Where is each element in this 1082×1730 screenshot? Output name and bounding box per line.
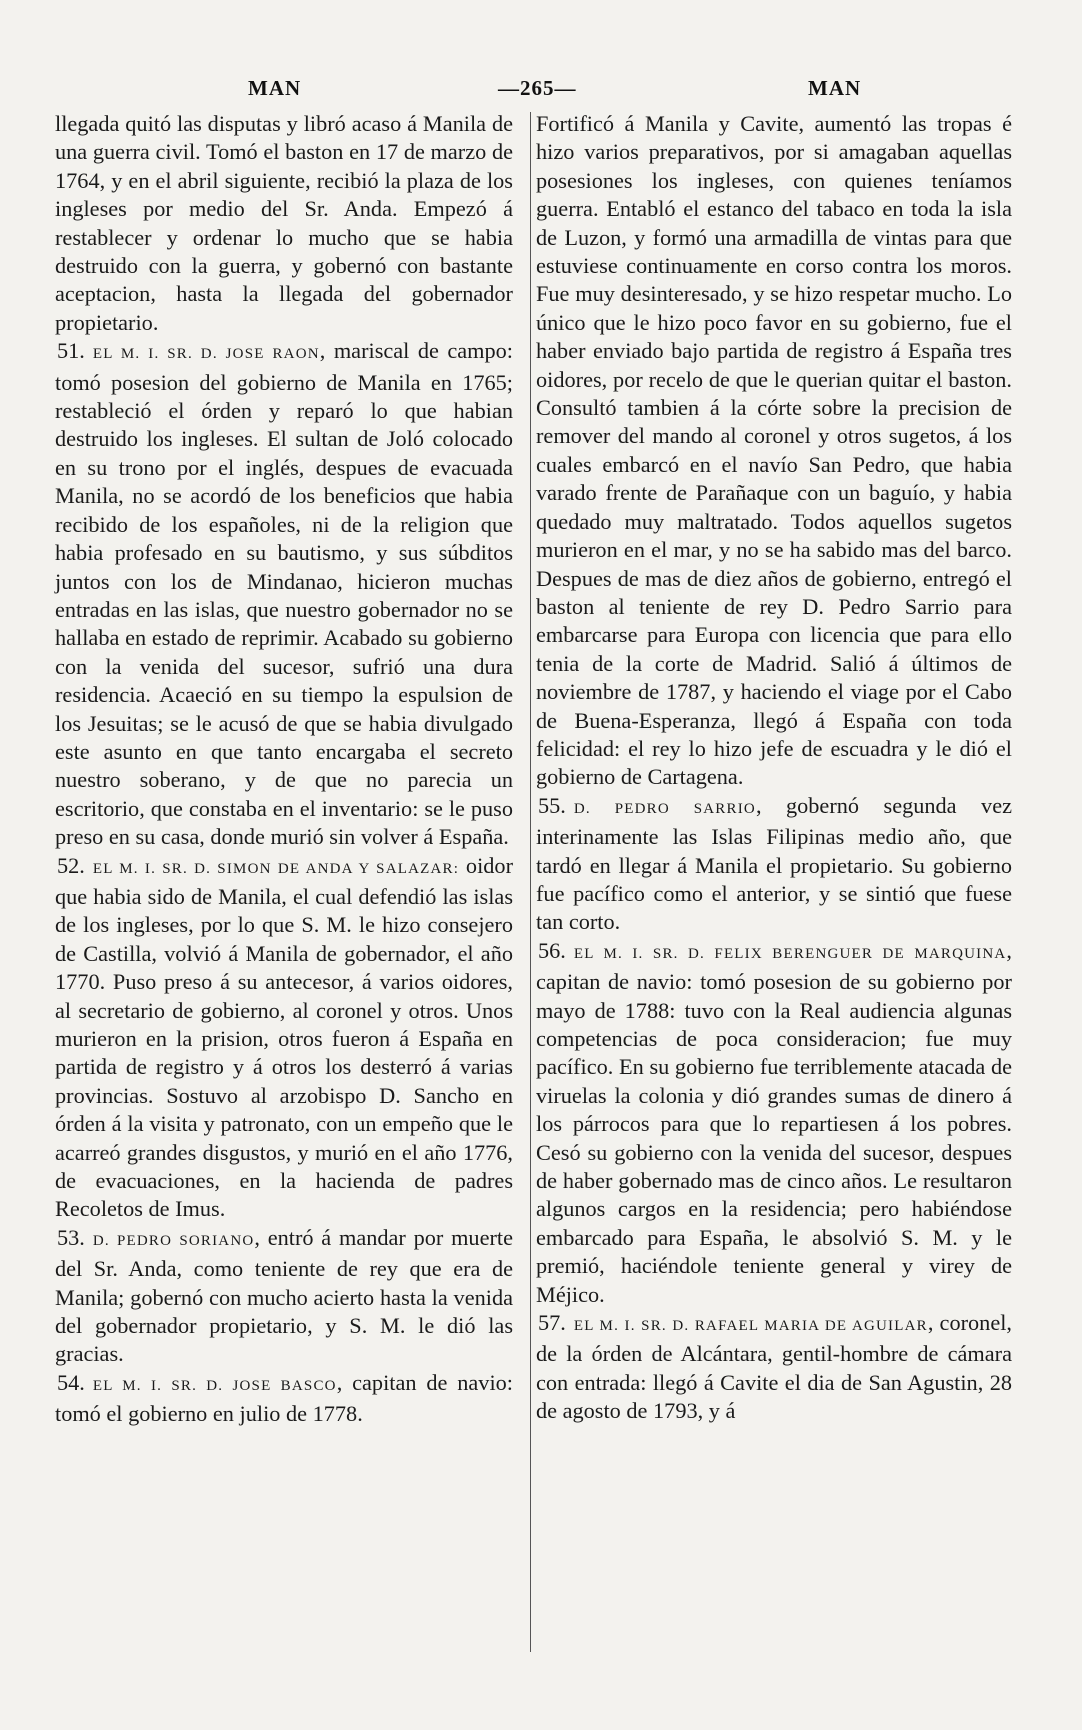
entry-name: D. PEDRO SARRIO — [573, 800, 756, 817]
entry-number: 57. — [538, 1310, 566, 1336]
left-column — [55, 110, 513, 1429]
entry-55 — [536, 792, 1012, 937]
entry-name: EL M. I. SR. D. JOSE RAON — [92, 346, 320, 363]
entry-text: , gobernó segunda vez interinamente las Islas Filipinas medio año, que tardó en llegar á Manila el propietario. Su gobierno fue pacífico como el anterior, y se sintió que fuese tan corto. — [536, 792, 1012, 935]
left-continued-paragraph: llegada quitó las disputas y libró acaso á Manila de una guerra civil. Tomó el baston en 17 de marzo de 1764, y en el abril siguiente, recibió la plaza de los ingleses por medio del Sr. Anda. Empezó á restablecer y ordenar lo mucho que se habia destruido con la guerra, y gobernó con bastante aceptacion, hasta la llegada del gobernador propietario. — [55, 111, 513, 335]
entry-number: 56. — [538, 937, 566, 963]
entry-56 — [536, 937, 1012, 1309]
entry-52 — [55, 852, 513, 1224]
column-divider — [530, 112, 531, 1652]
page-number: —265— — [498, 76, 577, 100]
running-head — [0, 72, 1082, 112]
right-column — [536, 110, 1012, 1426]
header-left-word: MAN — [248, 76, 302, 100]
entry-57 — [536, 1309, 1012, 1426]
entry-text: , mariscal de campo: tomó posesion del gobierno de Manila en 1765; restableció el órden y reparó lo que habian destruido los ingleses. El sultan de Joló colocado en su trono por el inglés, despues de evacuada Manila, no se acordó de los beneficios que habia recibido de los españoles, ni de la religion que habia profesado en su bautismo, y sus súbditos juntos con los de Mindanao, hicieron muchas entradas en las islas, que nuestro gobernador no se hallaba en estado de reprimir. Acabado su gobierno con la venida del sucesor, sufrió una dura residencia. Acaeció en su tiempo la espulsion de los Jesuitas; se le acusó de que se habia divulgado este asunto en que tanto encargaba el secreto nuestro soberano, y de que no parecia un escritorio, que constaba en el inventario: se le puso preso en su casa, donde murió sin volver á España. — [55, 338, 513, 850]
entry-name: EL M. I. SR. D. JOSE BASCO — [92, 1377, 337, 1394]
entry-name: D. PEDRO SORIANO — [92, 1232, 255, 1249]
entry-text: , coronel, de la órden de Alcántara, gentil-hombre de cámara con entrada: llegó á Cavite el dia de San Agustin, 28 de agosto de 1793, y á — [536, 1310, 1012, 1424]
entry-text: oidor que habia sido de Manila, el cual defendió las islas de los ingleses, por lo que S. M. le hizo consejero de Castilla, volvió á Manila de gobernador, el año 1770. Puso preso á su antecesor, á varios oidores, al secretario de gobierno, al coronel y otros. Unos murieron en la prision, otros fueron á España en partida de registro y á otros los desterró á varias provincias. Sostuvo al arzobispo D. Sancho en órden á la visita y patronato, con un empeño que le acarreó grandes disgustos, y murió en el año 1776, de evacuaciones, en la hacienda de padres Recoletos de Imus. — [55, 852, 514, 1222]
entry-name: EL M. I. SR. D. RAFAEL MARIA DE AGUILAR — [573, 1318, 928, 1335]
entry-51 — [55, 337, 513, 851]
entry-number: 51. — [57, 338, 85, 364]
entry-number: 52. — [57, 852, 85, 878]
entry-number: 54. — [57, 1369, 85, 1395]
entry-text: , capitan de navio: tomó el gobierno en julio de 1778. — [55, 1369, 513, 1427]
entry-number: 53. — [57, 1224, 85, 1250]
entry-53 — [55, 1224, 513, 1369]
entry-text: , entró á mandar por muerte del Sr. Anda, como teniente de rey que era de Manila; gobernó con mucho acierto hasta la venida del gobernador propietario, y S. M. le dió las gracias. — [55, 1224, 513, 1367]
header-right-word: MAN — [808, 76, 862, 100]
entry-name: EL M. I. SR. D. FELIX BERENGUER DE MARQUINA — [573, 945, 1007, 962]
right-continued-paragraph: Fortificó á Manila y Cavite, aumentó las tropas é hizo varios preparativos, por si amagaban aquellas posesiones los ingleses, con quienes teníamos guerra. Entabló el estanco del tabaco en toda la isla de Luzon, y formó una armadilla de vintas para que estuviese continuamente en corso contra los moros. Fue muy desinteresado, y se hizo respetar mucho. Lo único que le hizo poco favor en su gobierno, fue el haber enviado bajo partida de registro á España tres oidores, por recelo de que le querian quitar el baston. Consultó tambien á la córte sobre la precision de remover del mando al coronel y otros sugetos, á los cuales embarcó en el navío San Pedro, que habia varado frente de Parañaque con un baguío, y habia quedado muy maltratado. Todos aquellos sugetos murieron en el mar, y no se ha sabido mas del barco. Despues de mas de diez años de gobierno, entregó el baston al teniente de rey D. Pedro Sarrio para embarcarse para Europa con licencia que para ello tenia de la corte de Madrid. Salió á últimos de noviembre de 1787, y haciendo el viage por el Cabo de Buena-Esperanza, llegó á España con toda felicidad: el rey lo hizo jefe de escuadra y le dió el gobierno de Cartagena. — [536, 111, 1012, 790]
entry-54 — [55, 1369, 513, 1429]
entry-number: 55. — [538, 792, 566, 818]
entry-name: EL M. I. SR. D. SIMON DE ANDA Y SALAZAR: — [92, 860, 460, 877]
entry-text: , capitan de navio: tomó posesion de su gobierno por mayo de 1788: tuvo con la Real audiencia algunas competencias de poca consideracion; fue muy pacífico. En su gobierno fue terriblemente atacada de viruelas la colonia y dió grandes sumas de dinero á los párrocos para que lo repartiesen á los pobres. Cesó su gobierno con la venida del sucesor, despues de haber gobernado mas de cinco años. Le resultaron algunos cargos en la residencia; pero habiéndose embarcado para España, le absolvió S. M. y le premió, haciéndole teniente general y virey de Méjico. — [536, 937, 1012, 1307]
